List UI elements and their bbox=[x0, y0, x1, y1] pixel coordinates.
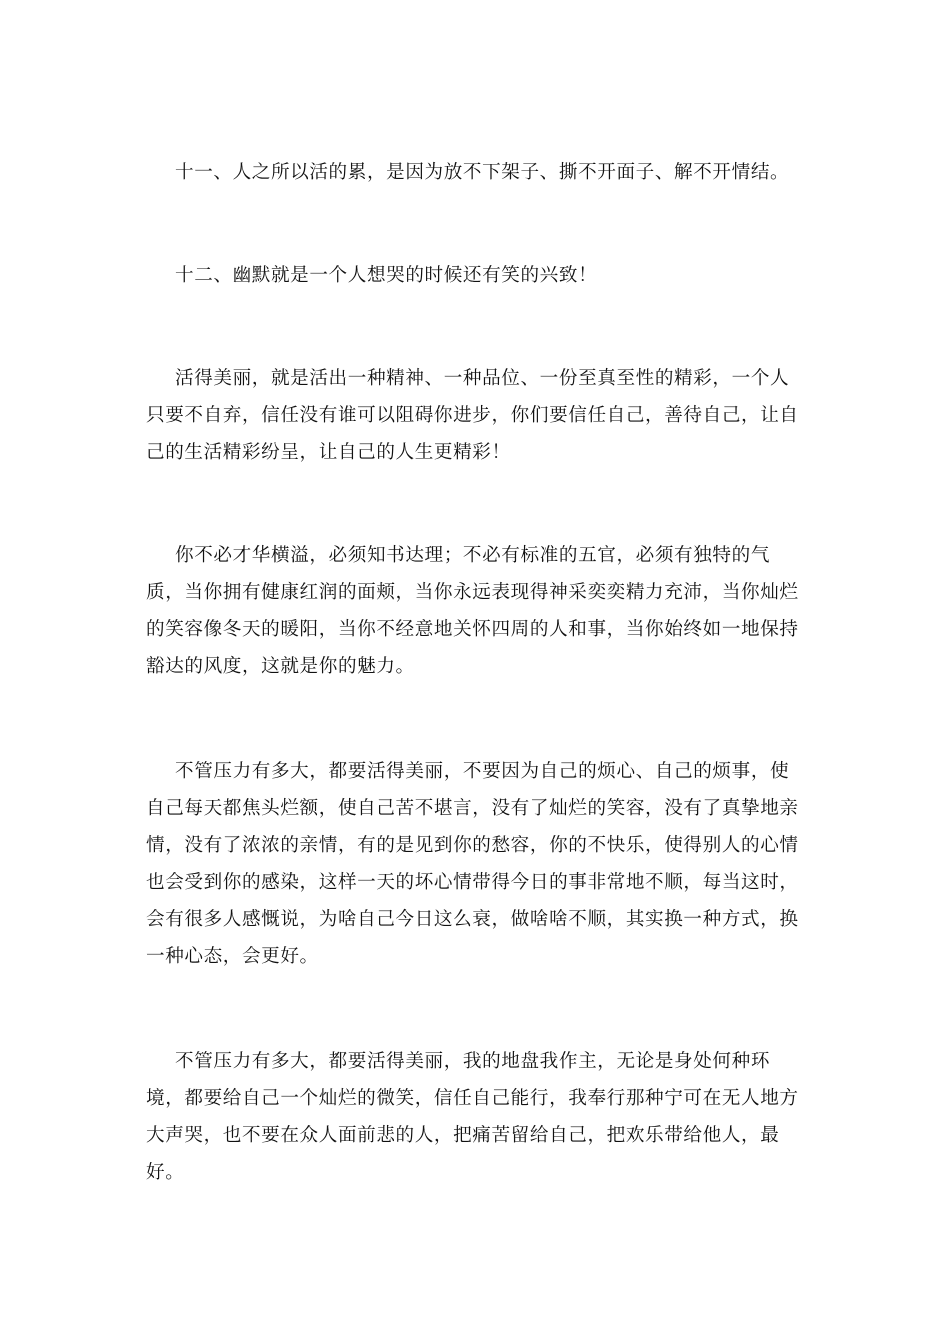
paragraph-live-beautifully: 活得美丽，就是活出一种精神、一种品位、一份至真至性的精彩，一个人只要不自弃，信任没有谁可以阻碍你进步，你们要信任自己，善待自己，让自己的生活精彩纷呈，让自己的人生更精彩！ bbox=[146, 368, 799, 463]
paragraph-eleven: 十一、人之所以活的累，是因为放不下架子、撕不开面子、解不开情结。 bbox=[175, 162, 790, 183]
paragraph-charm: 你不必才华横溢，必须知书达理；不必有标准的五官，必须有独特的气质，当你拥有健康红润的面颊，当你永远表现得神采奕奕精力充沛，当你灿烂的笑容像冬天的暖阳，当你不经意地关怀四周的人和事，当你始终如一地保持豁达的风度，这就是你的魅力。 bbox=[146, 545, 799, 677]
paragraph-twelve: 十二、幽默就是一个人想哭的时候还有笑的兴致！ bbox=[175, 265, 598, 286]
paragraph-pressure-smile: 不管压力有多大，都要活得美丽，我的地盘我作主，无论是身处何种环境，都要给自己一个灿烂的微笑，信任自己能行，我奉行那种宁可在无人地方大声哭，也不要在众人面前悲的人，把痛苦留给自己，把欢乐带给他人，最好。 bbox=[146, 1051, 799, 1183]
paragraph-pressure-mood: 不管压力有多大，都要活得美丽，不要因为自己的烦心、自己的烦事，使自己每天都焦头烂额，使自己苦不堪言，没有了灿烂的笑容，没有了真挚地亲情，没有了浓浓的亲情，有的是见到你的愁容，你的不快乐，使得别人的心情也会受到你的感染，这样一天的坏心情带得今日的事非常地不顺，每当这时，会有很多人感慨说，为啥自己今日这么衰，做啥啥不顺，其实换一种方式，换一种心态，会更好。 bbox=[146, 761, 799, 967]
